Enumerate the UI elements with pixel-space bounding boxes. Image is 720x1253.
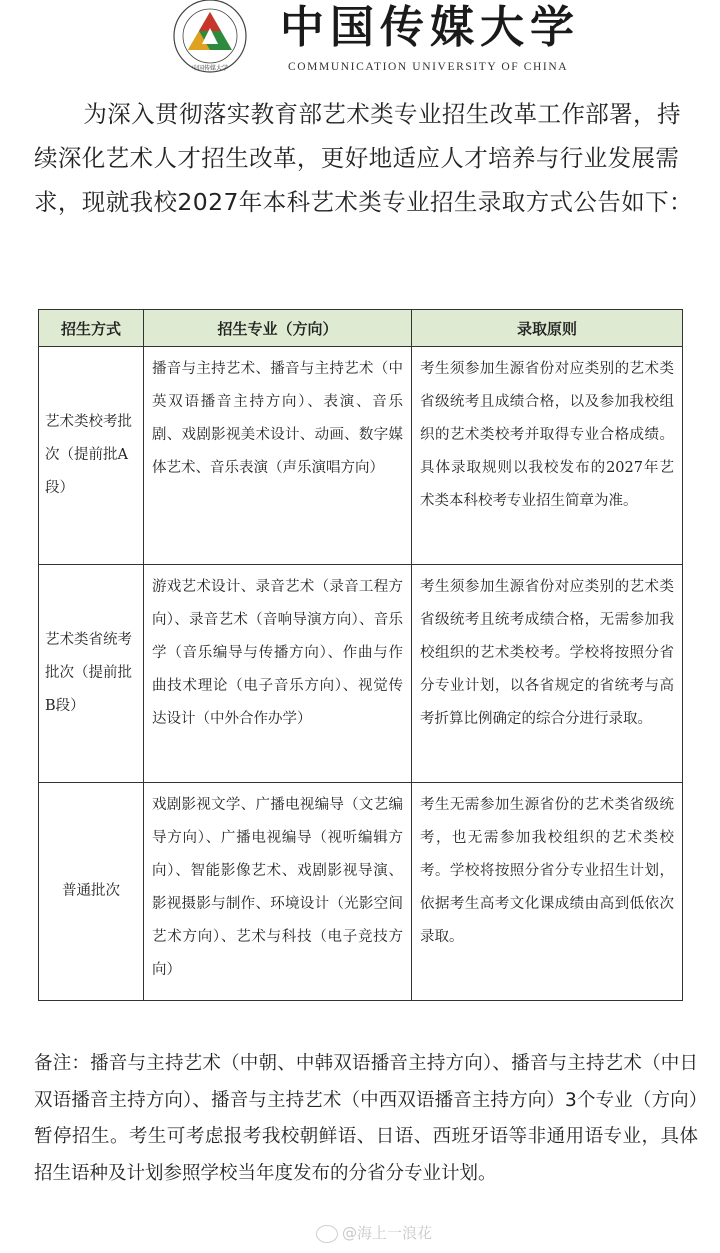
row-majors: 游戏艺术设计、录音艺术（录音工程方向）、录音艺术（音响导演方向）、音乐学（音乐编导与传播方向）、作曲与作曲技术理论（电子音乐方向）、视觉传达设计（中外合作办学） — [144, 565, 412, 783]
row-majors: 戏剧影视文学、广播电视编导（文艺编导方向）、广播电视编导（视听编辑方向）、智能影像艺术、戏剧影视导演、影视摄影与制作、环境设计（光影空间艺术方向）、艺术与科技（电子竞技方向） — [144, 783, 412, 1001]
row-principle: 考生须参加生源省份对应类别的艺术类省级统考且统考成绩合格，无需参加我校组织的艺术类校考。学校将按照分省分专业计划，以各省规定的省统考与高考折算比例确定的综合分进行录取。 — [412, 565, 683, 783]
remarks-note: 备注：播音与主持艺术（中朝、中韩双语播音主持方向）、播音与主持艺术（中日双语播音主持方向）、播音与主持艺术（中西双语播音主持方向）3个专业（方向）暂停招生。考生可考虑报考我校朝鲜语、日语、西班牙语等非通用语专业，具体招生语种及计划参照学校当年度发布的分省分专业计划。 — [34, 1053, 698, 1184]
weibo-icon — [316, 1225, 338, 1243]
column-header-principle: 录取原则 — [412, 310, 683, 347]
row-majors: 播音与主持艺术、播音与主持艺术（中英双语播音主持方向）、表演、音乐剧、戏剧影视美术设计、动画、数字媒体艺术、音乐表演（声乐演唱方向） — [144, 347, 412, 565]
column-header-majors: 招生专业（方向） — [144, 310, 412, 347]
university-logo — [158, 0, 262, 80]
row-method: 艺术类校考批次（提前批A段） — [39, 347, 144, 565]
row-principle: 考生无需参加生源省份的艺术类省级统考，也无需参加我校组织的艺术类校考。学校将按照分省分专业招生计划，依据考生高考文化课成绩由高到低依次录取。 — [412, 783, 683, 1001]
weibo-watermark — [316, 1222, 432, 1243]
table-row — [39, 347, 683, 565]
row-method: 普通批次 — [39, 783, 144, 1001]
table-row — [39, 565, 683, 783]
university-name-en: COMMUNICATION UNIVERSITY OF CHINA — [288, 61, 569, 73]
table-row — [39, 783, 683, 1001]
row-method: 艺术类省统考批次（提前批B段） — [39, 565, 144, 783]
table-header-row — [39, 310, 683, 347]
column-header-method: 招生方式 — [39, 310, 144, 347]
watermark-text: @海上一浪花 — [342, 1224, 433, 1242]
svg-text:中国传媒大学: 中国传媒大学 — [191, 65, 229, 72]
page-header — [0, 0, 720, 85]
university-name-cn: 中国传媒大学 — [280, 2, 580, 53]
row-principle: 考生须参加生源省份对应类别的艺术类省级统考且成绩合格，以及参加我校组织的艺术类校考并取得专业合格成绩。具体录取规则以我校发布的2027年艺术类本科校考专业招生简章为准。 — [412, 347, 683, 565]
admission-table-container — [38, 309, 682, 1001]
intro-paragraph: 为深入贯彻落实教育部艺术类专业招生改革工作部署，持续深化艺术人才招生改革，更好地适应人才培养与行业发展需求，现就我校2027年本科艺术类专业招生录取方式公告如下： — [34, 100, 693, 216]
admission-table — [38, 309, 683, 1001]
